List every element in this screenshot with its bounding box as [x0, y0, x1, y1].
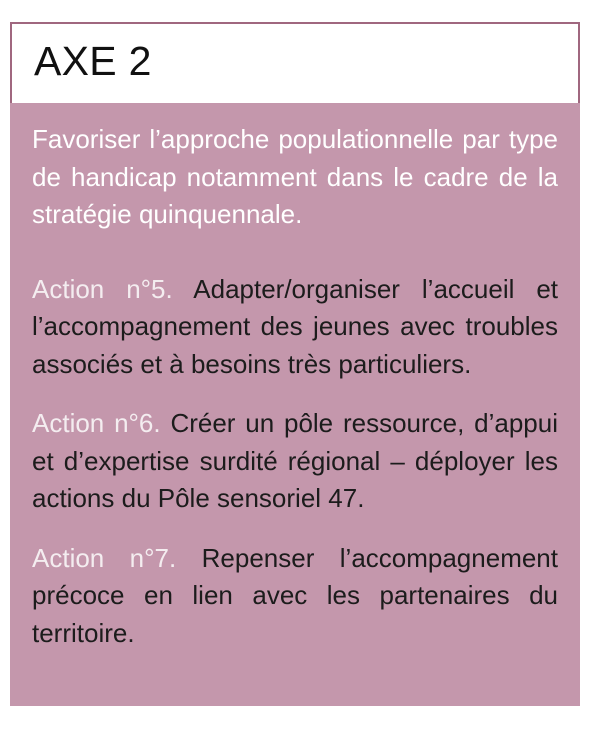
- action-text-7: Repenser l’accompagnement précoce en lien avec les partenaires du territoire.: [32, 542, 558, 648]
- action-label-5: Action n°5.: [32, 273, 173, 304]
- action-text-6: Créer un pôle ressource, d’appui et d’expertise surdité régional – déployer les actions du Pôle sensoriel 47.: [32, 408, 558, 513]
- axis-card: [10, 22, 580, 706]
- axis-header: [10, 22, 580, 103]
- axis-intro-text: Favoriser l’approche populationnelle par type de handicap notamment dans le cadre de la stratégie quinquennale.: [32, 124, 558, 229]
- action-label-6: Action n°6.: [32, 408, 161, 438]
- action-label-7: Action n°7.: [32, 542, 177, 573]
- axis-content-panel: [10, 103, 580, 706]
- action-item-5: [32, 271, 558, 384]
- action-text-5: Adapter/organiser l’accueil et l’accompagnement des jeunes avec troubles associés et à besoins très particuliers.: [32, 273, 558, 379]
- action-item-6: [32, 405, 558, 518]
- action-item-7: [32, 540, 558, 653]
- axis-title: AXE 2: [34, 38, 152, 84]
